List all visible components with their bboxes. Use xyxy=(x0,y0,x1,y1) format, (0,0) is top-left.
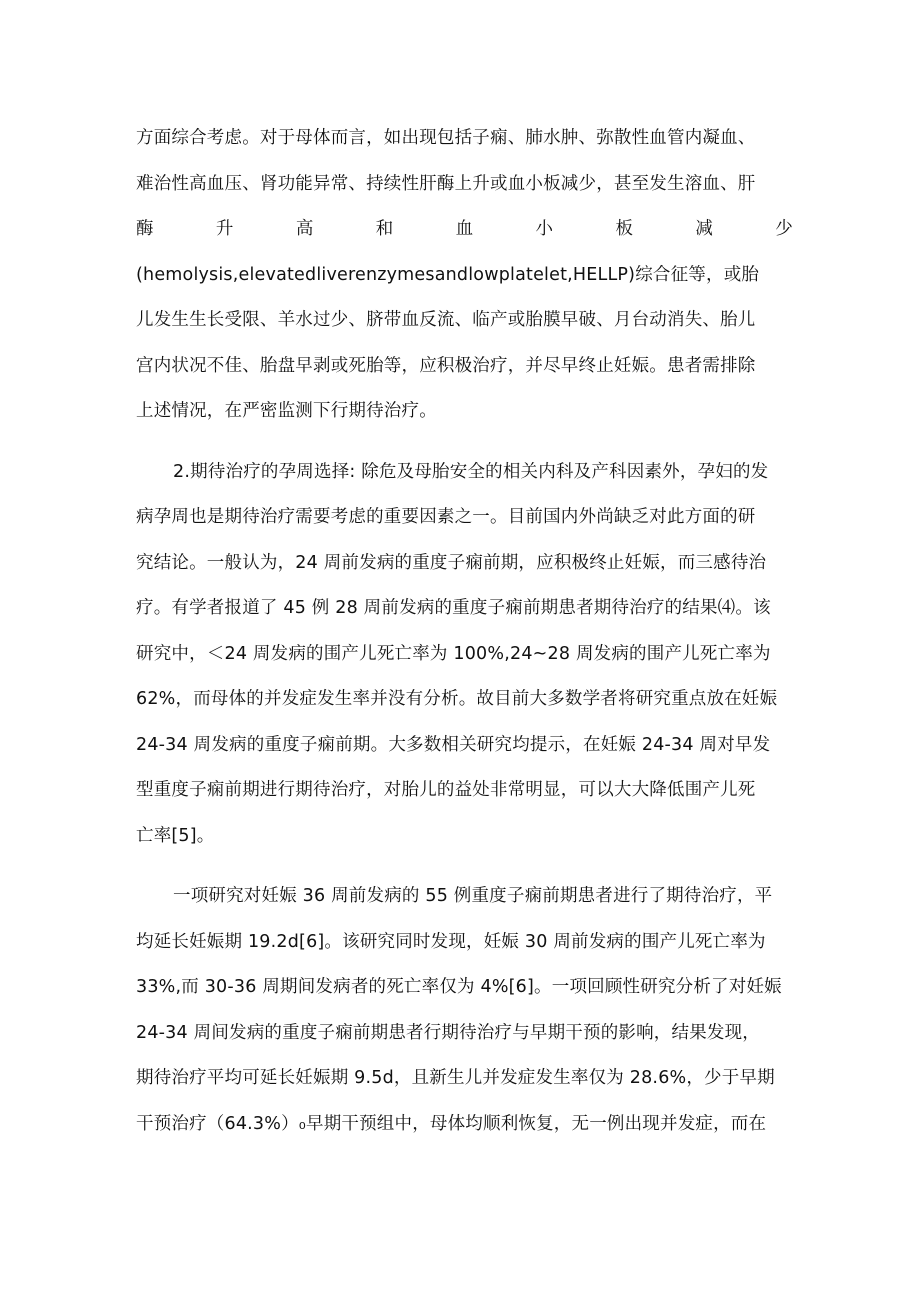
justified-char: 升 xyxy=(215,219,234,239)
paragraph-gap xyxy=(136,859,793,874)
justified-char: 高 xyxy=(295,219,314,239)
paragraph-3-line-2: 均延长妊娠期 19.2d[6]。该研究同时发现，妊娠 30 周前发病的围产儿死亡率为 xyxy=(136,931,766,952)
justified-char: 酶 xyxy=(136,219,154,239)
paragraph-2 xyxy=(136,450,793,860)
paragraph-2-line-4: 疗。有学者报道了 45 例 28 周前发病的重度子痫前期患者期待治疗的结果⑷。该 xyxy=(136,598,771,618)
justified-char: 血 xyxy=(455,219,474,239)
paragraph-1 xyxy=(136,116,793,435)
paragraph-3-line-4: 24-34 周间发病的重度子痫前期患者行期待治疗与早期干预的影响，结果发现， xyxy=(136,1022,761,1043)
paragraph-1-line-1: 方面综合考虑。对于母体而言，如出现包括子痫、肺水肿、弥散性血管内凝血、 xyxy=(136,128,756,148)
paragraph-3-line-6: 干预治疗（64.3%）₀早期干预组中，母体均顺利恢复，无一例出现并发症，而在 xyxy=(136,1113,767,1134)
justified-char: 板 xyxy=(615,219,634,239)
justified-char: 减 xyxy=(695,219,714,239)
paragraph-3-line-5: 期待治疗平均可延长妊娠期 9.5d，且新生儿并发症发生率仅为 28.6%，少于早期 xyxy=(136,1068,775,1088)
paragraph-2-line-9: 亡率[5]。 xyxy=(136,825,215,846)
paragraph-2-line-1: 2.期待治疗的孕周选择: 除危及母胎安全的相关内科及产科因素外，孕妇的发 xyxy=(173,461,769,482)
paragraph-3-line-3: 33%,而 30-36 周期间发病者的死亡率仅为 4%[6]。一项回顾性研究分析了对妊娠 xyxy=(136,977,782,997)
paragraph-2-line-7: 24-34 周发病的重度子痫前期。大多数相关研究均提示，在妊娠 24-34 周对早发 xyxy=(136,734,771,755)
paragraph-1-line-7: 上述情况，在严密监测下行期待治疗。 xyxy=(136,401,437,421)
paragraph-1-line-2: 难治性高血压、肾功能异常、持续性肝酶上升或血小板减少，甚至发生溶血、肝 xyxy=(136,173,756,194)
paragraph-1-line-4: (hemolysis,elevatedliverenzymesandlowplatelet,HELLP)综合征等，或胎 xyxy=(136,264,760,285)
paragraph-1-line-3 xyxy=(136,207,793,253)
justified-char: 和 xyxy=(375,219,394,239)
paragraph-2-line-3: 究结论。一般认为，24 周前发病的重度子痫前期，应积极终止妊娠，而三感待治 xyxy=(136,552,767,573)
paragraph-2-line-8: 型重度子痫前期进行期待治疗，对胎儿的益处非常明显，可以大大降低围产儿死 xyxy=(136,780,756,800)
paragraph-1-line-6: 宫内状况不佳、胎盘早剥或死胎等，应积极治疗，并尽早终止妊娠。患者需排除 xyxy=(136,355,756,376)
paragraph-2-line-6: 62%，而母体的并发症发生率并没有分析。故目前大多数学者将研究重点放在妊娠 xyxy=(136,689,778,709)
paragraph-3-line-1: 一项研究对妊娠 36 周前发病的 55 例重度子痫前期患者进行了期待治疗，平 xyxy=(173,886,773,906)
paragraph-gap xyxy=(136,435,793,450)
paragraph-1-line-5: 儿发生生长受限、羊水过少、脐带血反流、临产或胎膜早破、月台动消失、胎儿 xyxy=(136,310,756,330)
paragraph-2-line-5: 研究中，＜24 周发病的围产儿死亡率为 100%,24~28 周发病的围产儿死亡率为 xyxy=(136,643,771,664)
paragraph-2-line-2: 病孕周也是期待治疗需要考虑的重要因素之一。目前国内外尚缺乏对此方面的研 xyxy=(136,507,756,527)
justified-char: 小 xyxy=(535,219,554,239)
document-page xyxy=(136,116,793,1147)
justified-char: 少 xyxy=(775,219,793,239)
paragraph-3 xyxy=(136,874,793,1147)
